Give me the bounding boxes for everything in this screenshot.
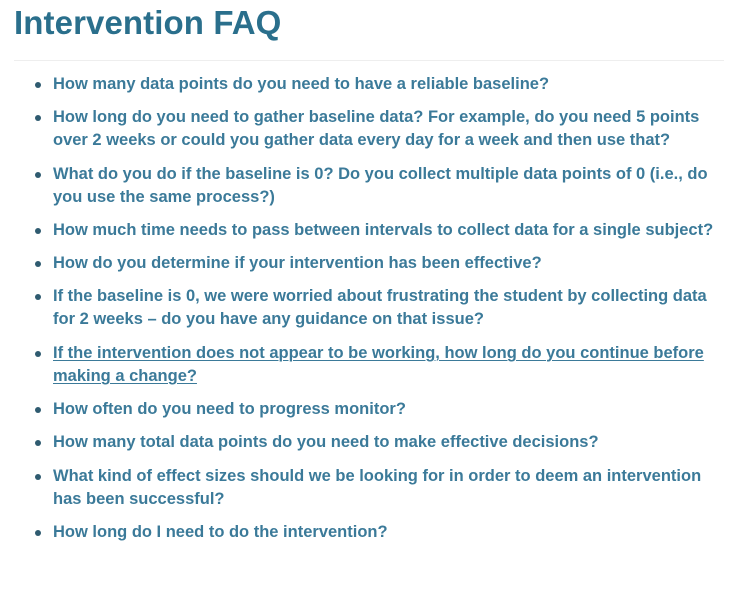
faq-item: [0, 163, 753, 209]
faq-question: What do you do if the baseline is 0? Do you collect multiple data points of 0 (i.e., do you use the same process?): [53, 164, 708, 206]
faq-list: [0, 73, 753, 554]
faq-item: [0, 106, 753, 152]
faq-question: How long do I need to do the intervention?: [53, 522, 388, 541]
faq-question-link[interactable]: If the intervention does not appear to be working, how long do you continue before making a change?: [53, 343, 704, 385]
bullet-icon: [35, 82, 41, 88]
bullet-icon: [35, 530, 41, 536]
faq-question: How many data points do you need to have a reliable baseline?: [53, 75, 550, 93]
faq-item: [0, 219, 753, 242]
faq-item: [0, 285, 753, 331]
faq-question: How often do you need to progress monitor?: [53, 400, 406, 419]
bullet-icon: [35, 261, 41, 267]
bullet-icon: [35, 172, 41, 178]
faq-question: If the baseline is 0, we were worried about frustrating the student by collecting data for 2 weeks – do you have any guidance on that issue?: [53, 287, 707, 329]
faq-item: [0, 431, 753, 454]
faq-question: How many total data points do you need to make effective decisions?: [53, 433, 599, 452]
faq-item: [0, 465, 753, 511]
faq-item: [0, 73, 753, 96]
faq-item: [0, 342, 753, 388]
faq-question: What kind of effect sizes should we be looking for in order to deem an intervention has been successful?: [53, 466, 702, 508]
bullet-icon: [35, 474, 41, 480]
bullet-icon: [35, 228, 41, 234]
bullet-icon: [35, 440, 41, 446]
faq-item: [0, 521, 753, 544]
faq-item: [0, 252, 753, 275]
faq-question: How long do you need to gather baseline data? For example, do you need 5 points over 2 weeks or could you gather data every day for a week and then use that?: [53, 108, 700, 150]
bullet-icon: [35, 115, 41, 121]
bullet-icon: [35, 294, 41, 300]
faq-item: [0, 398, 753, 421]
page-title: Intervention FAQ: [14, 4, 282, 41]
faq-question: How much time needs to pass between intervals to collect data for a single subject?: [53, 220, 714, 239]
bullet-icon: [35, 351, 41, 357]
bullet-icon: [35, 407, 41, 413]
title-divider: [14, 60, 724, 61]
faq-question: How do you determine if your intervention has been effective?: [53, 254, 542, 273]
